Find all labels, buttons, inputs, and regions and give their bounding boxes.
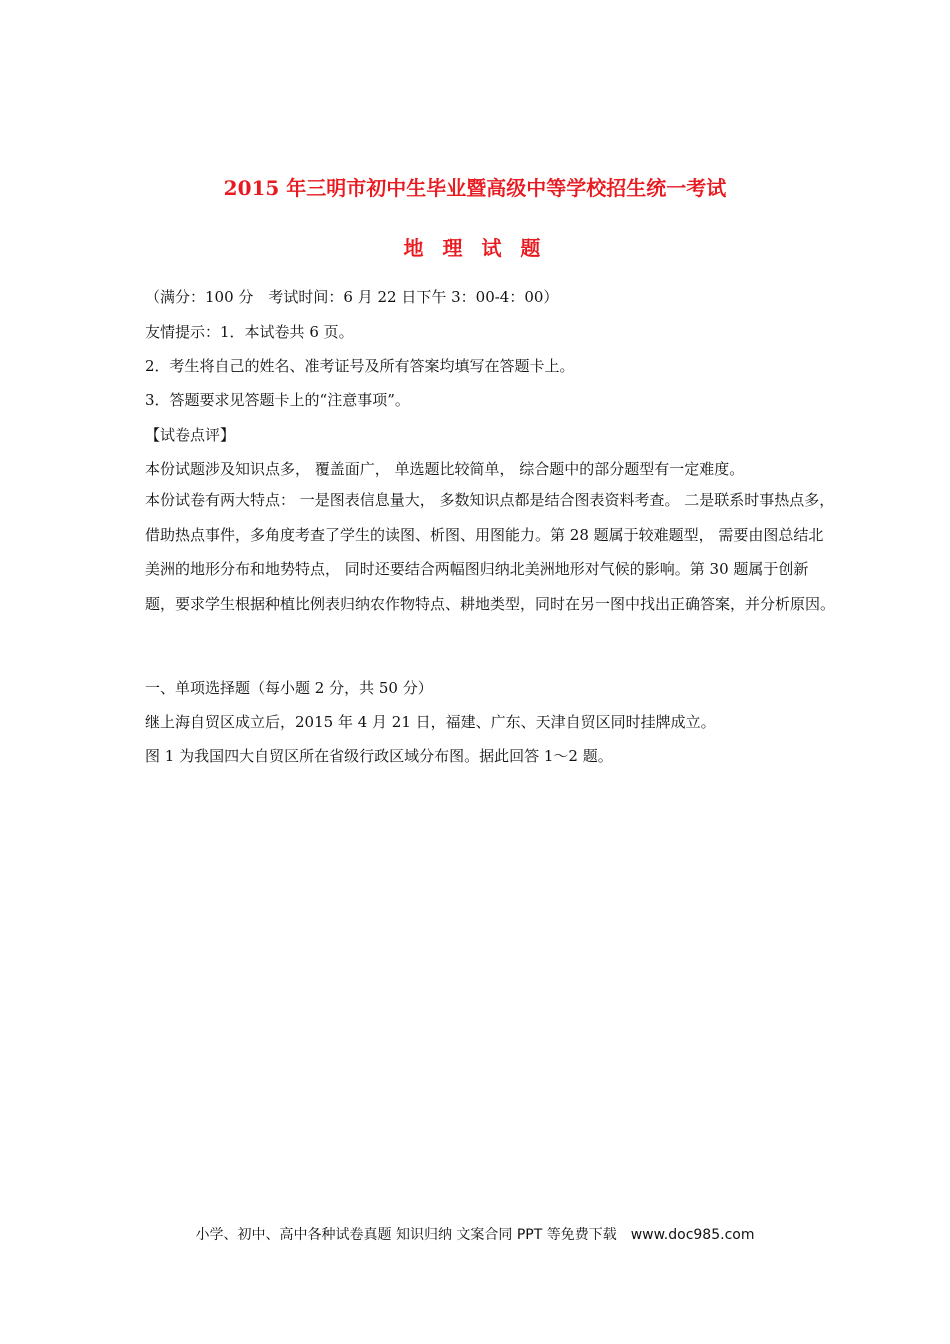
question-intro-2: 图 1 为我国四大自贸区所在省级行政区域分布图。据此回答 1～2 题。	[145, 747, 613, 765]
review-paragraph: 本份试卷有两大特点： 一是图表信息量大， 多数知识点都是结合图表资料考查。 二是联系时事热点多，借助热点事件，多角度考查了学生的读图、析图、用图能力。第 28 题属于较难题型， 需要由图总结北美洲的地形分布和地势特点， 同时还要结合两幅图归纳北美洲地形对气候的影响。第 30 题属于创新题，要求学生根据种植比例表归纳农作物特点、耕地类型，同时在另一图中找出正确答案，并分析原因。	[145, 491, 836, 613]
tip-line-3: 3．答题要求见答题卡上的“注意事项”。	[145, 391, 410, 409]
subject-title: 地 理 试 题	[403, 236, 547, 260]
tip-line-1: 友情提示：1．本试卷共 6 页。	[145, 323, 354, 341]
question-intro-1: 继上海自贸区成立后，2015 年 4 月 21 日，福建、广东、天津自贸区同时挂牌成立。	[145, 713, 716, 731]
review-line-1: 本份试题涉及知识点多， 覆盖面广， 单选题比较简单， 综合题中的部分题型有一定难度。	[145, 460, 745, 478]
exam-info: （满分：100 分 考试时间：6 月 22 日下午 3：00-4：00）	[145, 288, 559, 306]
review-heading: 【试卷点评】	[145, 426, 236, 444]
tip-line-2: 2．考生将自己的姓名、准考证号及所有答案均填写在答题卡上。	[145, 357, 575, 375]
footer-link[interactable]: 小学、初中、高中各种试卷真题 知识归纳 文案合同 PPT 等免费下载 www.doc985.com	[195, 1227, 755, 1243]
section-heading: 一、单项选择题（每小题 2 分，共 50 分）	[145, 679, 433, 697]
exam-title: 2015 年三明市初中生毕业暨高级中等学校招生统一考试	[223, 176, 727, 200]
